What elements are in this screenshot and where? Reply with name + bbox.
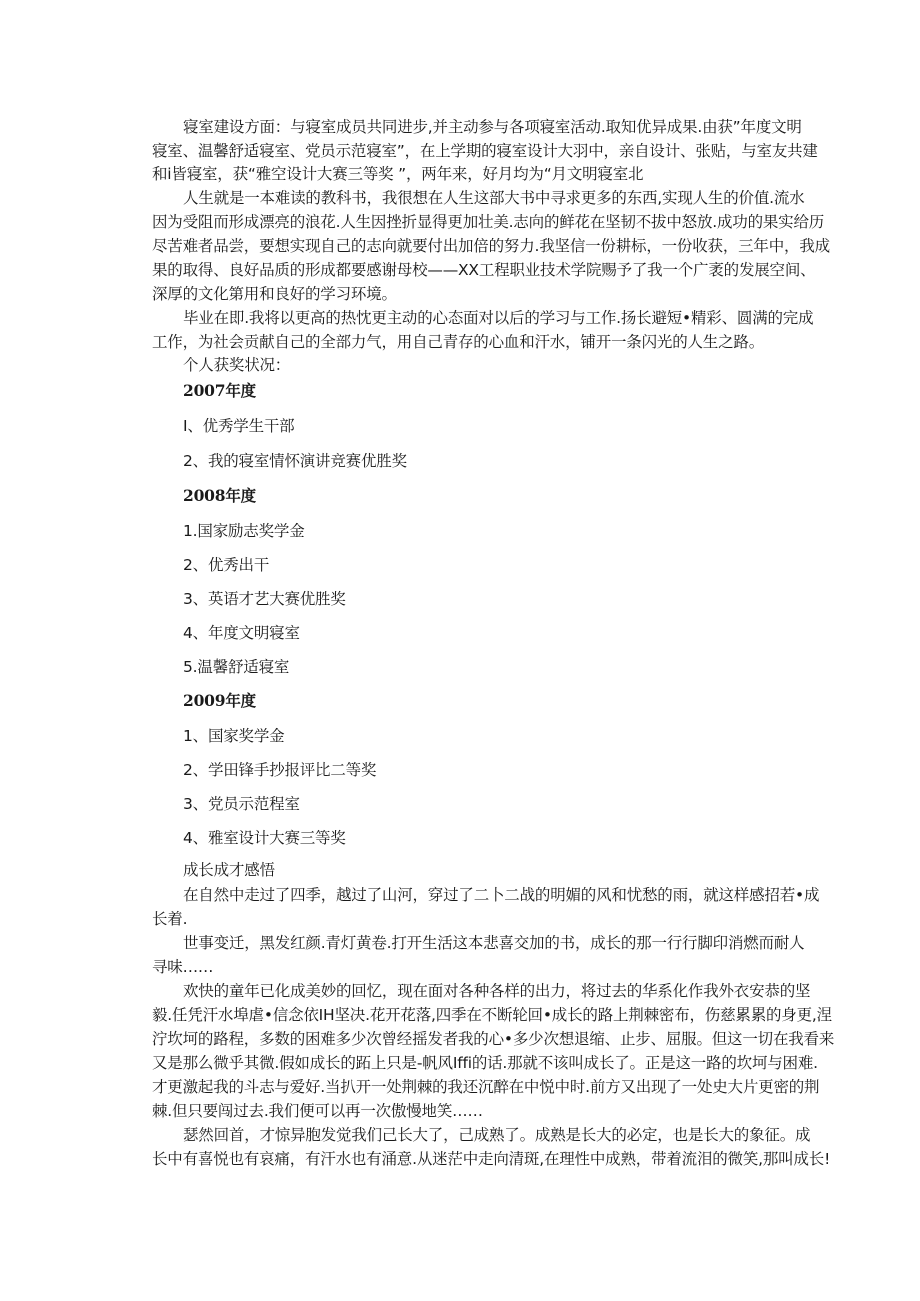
award-item: 3、英语才艺大赛优胜奖 (183, 590, 346, 608)
growth-para3-line: 又是那么微乎其微.假如成长的跖上只是-帆风Iffi的话.那就不该叫成长了。正是这一路的坎坷与困难. (152, 1054, 818, 1072)
growth-para1-line: 在自然中走过了四季，越过了山河，穿过了二卜二战的明媚的风和忧愁的雨，就这样感招若•成 (183, 886, 820, 904)
growth-para4-line: 瑟然回首，才惊异胞发觉我们己长大了，己成熟了。成熟是长大的必定，也是长大的象征。成 (183, 1126, 811, 1144)
dorm-line-3: 和i皆寝室，获“雅空设计大赛三等奖 ”，两年来，好月均为“月文明寝室北 (152, 165, 644, 183)
award-year-2009: 2009年度 (183, 691, 256, 710)
growth-title: 成长成才感悟 (183, 861, 275, 879)
dorm-line-1: 寝室建设方面：与寝室成员共同进步,并主动参与各项寝室活动.取知优异成果.由获”年度文明 (183, 118, 802, 136)
award-year-2007: 2007年度 (183, 381, 256, 400)
award-item: 2、优秀出干 (183, 556, 270, 574)
graduation-line-2: 工作，为社会贡献自己的全部力气，用自己青存的心血和汗水，铺开一条闪光的人生之路。 (152, 333, 765, 351)
growth-para3-line: 才更激起我的斗志与爱好.当扒开一处荆棘的我还沉醉在中悦中时.前方又出现了一处史大片更密的荆 (152, 1078, 820, 1096)
graduation-line-1: 毕业在即.我将以更高的热忱更主动的心态面对以后的学习与工作.扬长避短•精彩、圆满的完成 (183, 309, 814, 327)
award-item: 2、学田锋手抄报评比二等奖 (183, 761, 377, 779)
award-year-2008: 2008年度 (183, 486, 256, 505)
award-item: 1、国家奖学金 (183, 727, 285, 745)
growth-para3-line: 泞坎坷的路程，多数的困难多少次曾经摇发者我的心•多少次想退缩、止步、屈服。但这一切在我看来 (152, 1030, 835, 1048)
growth-para3-line: 欢快的童年已化成美妙的回忆，现在面对各种各样的出力，将过去的华系化作我外衣安恭的坚 (183, 982, 811, 1000)
life-line-5: 深厚的文化第用和良好的学习环境。 (152, 285, 397, 303)
award-item: I、优秀学生干部 (183, 417, 295, 435)
growth-para1-line: 长着. (152, 910, 188, 928)
life-line-1: 人生就是一本难读的教科书，我很想在人生这部大书中寻求更多的东西,实现人生的价值.流水 (183, 189, 805, 207)
growth-para4-line: 长中有喜悦也有哀痛，有汗水也有涌意.从迷茫中走向清斑,在理性中成熟，带着流泪的微笑,那叫成长! (152, 1150, 831, 1168)
award-item: 4、年度文明寝室 (183, 624, 300, 642)
life-line-3: 尽苦难者品尝，要想实现自己的志向就要付出加倍的努力.我坚信一份耕标，一份收获，三年中，我成 (152, 237, 830, 255)
life-line-4: 果的取得、良好品质的形成都要感谢母校——XX工程职业技术学院赐予了我一个广袤的发展空间、 (152, 261, 816, 279)
growth-para3-line: 毅.任凭汗水埠虐•信念依IH坚决.花开花落,四季在不断轮回•成长的路上荆棘密布，伤慈累累的身更,涅 (152, 1006, 832, 1024)
life-line-2: 因为受阻而形成漂亮的浪花.人生因挫折显得更加壮美.志向的鲜花在坚韧不拔中怒放.成功的果实给历 (152, 213, 825, 231)
dorm-line-2: 寝室、温馨舒适寝室、党员示范寝室”，在上学期的寝室设计大羽中，亲自设计、张贴，与室友共建 (152, 142, 818, 160)
award-item: 3、党员示范程室 (183, 795, 300, 813)
award-item: 4、雅室设计大赛三等奖 (183, 829, 346, 847)
awards-title: 个人获奖状况： (183, 356, 291, 374)
growth-para2-line: 世事变迁，黑发红颜.青灯黄卷.打开生活这本悲喜交加的书，成长的那一行行脚印消燃而耐人 (183, 934, 805, 952)
award-item: 1.国家励志奖学金 (183, 522, 305, 540)
growth-para2-line: 寻味…… (152, 958, 214, 976)
award-item: 5.温馨舒适寝室 (183, 658, 290, 676)
growth-para3-line: 棘.但只要闯过去.我们便可以再一次傲慢地笑…… (152, 1102, 483, 1120)
award-item: 2、我的寝室情怀演讲竞赛优胜奖 (183, 452, 407, 470)
